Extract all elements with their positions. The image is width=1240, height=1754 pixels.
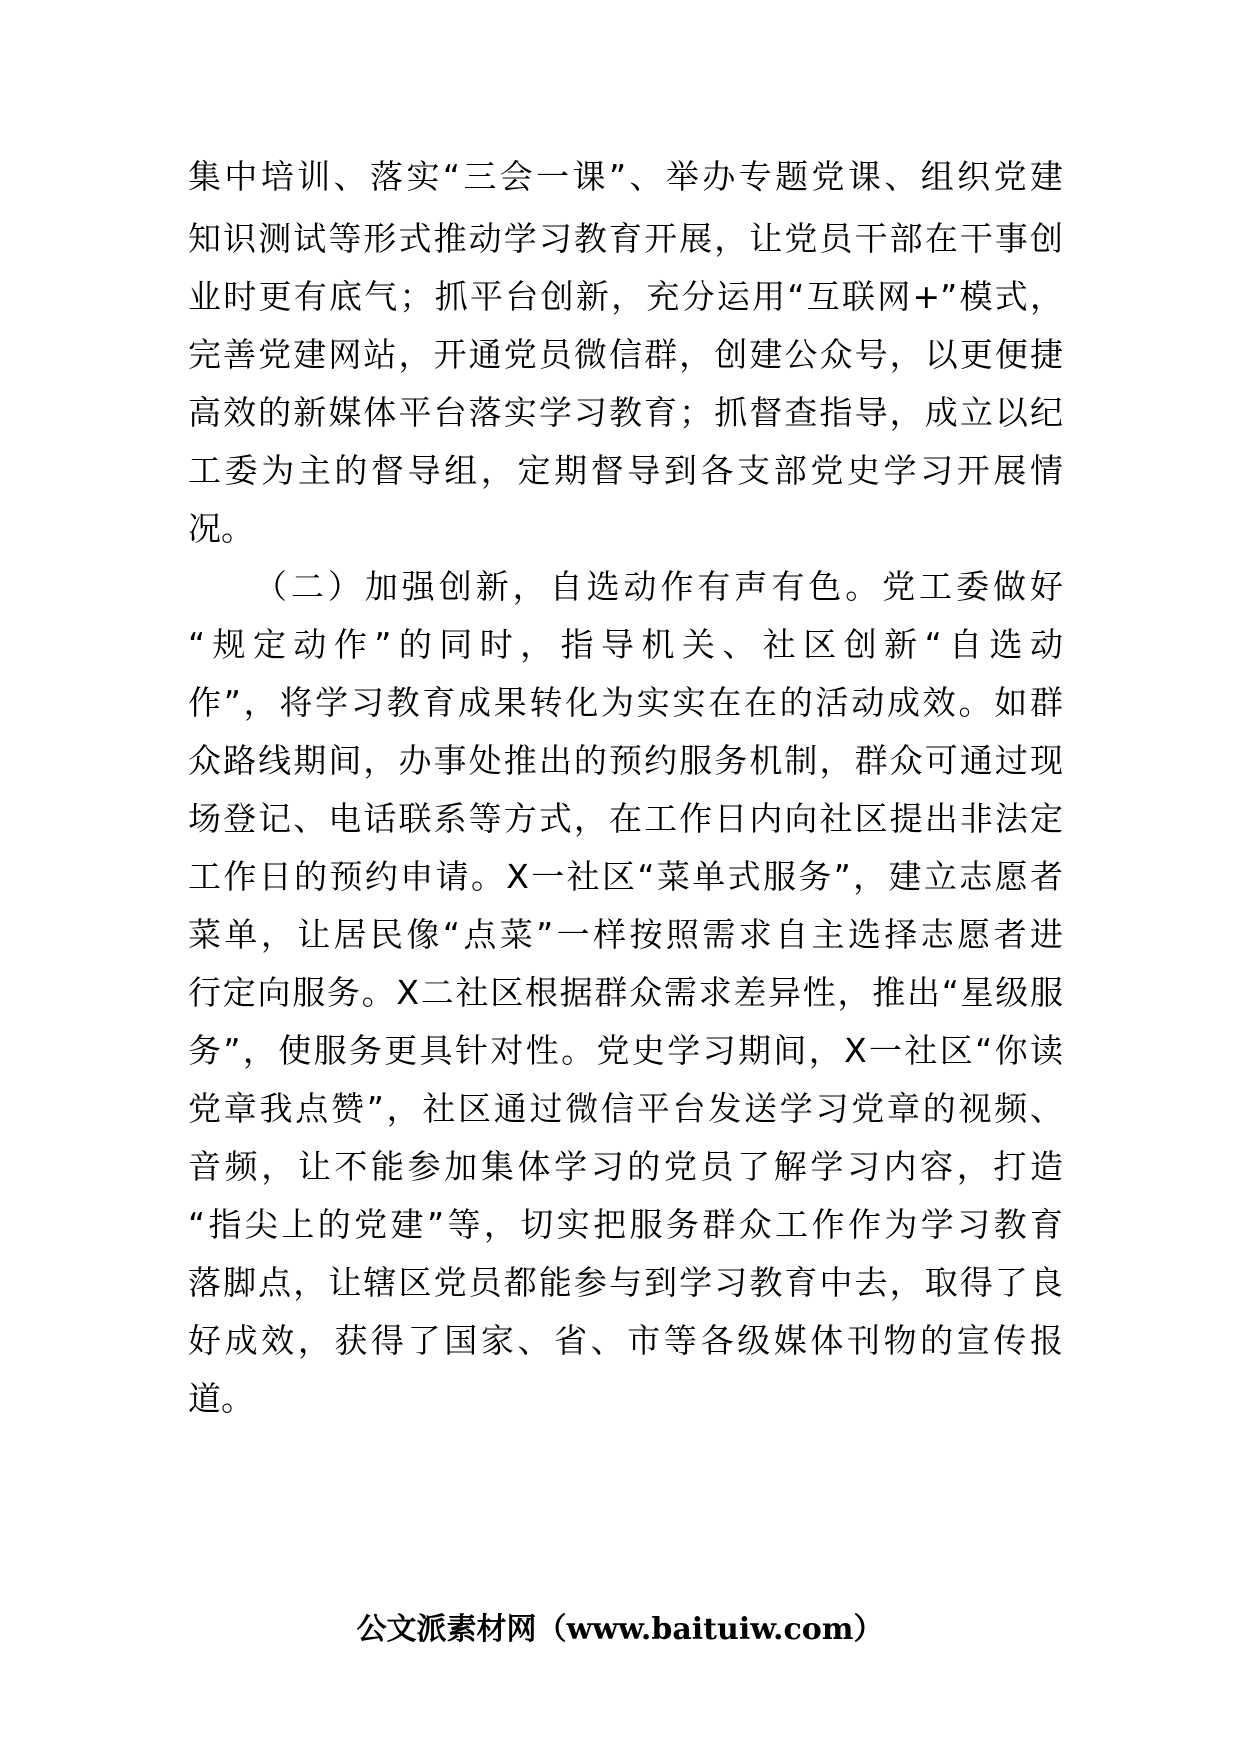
text-line: （二）加强创新，自选动作有声有色。党工委做好 bbox=[254, 567, 1063, 606]
text-line: 场登记、电话联系等方式，在工作日内向社区提出非法定 bbox=[188, 799, 1063, 838]
text-line: 道。 bbox=[188, 1379, 254, 1418]
text-line: 好成效，获得了国家、省、市等各级媒体刊物的宣传报 bbox=[188, 1321, 1063, 1360]
text-line: 音频，让不能参加集体学习的党员了解学习内容，打造 bbox=[188, 1147, 1063, 1186]
source-footer: 公文派素材网（www.baituiw.com） bbox=[356, 1612, 884, 1647]
text-line: “规定动作”的同时，指导机关、社区创新“自选动 bbox=[188, 625, 1063, 664]
text-line: 集中培训、落实“三会一课”、举办专题党课、组织党建 bbox=[188, 157, 1063, 196]
text-line: 务”，使服务更具针对性。党史学习期间，X一社区“你读 bbox=[188, 1031, 1063, 1070]
text-line: 况。 bbox=[188, 509, 254, 548]
text-line: 高效的新媒体平台落实学习教育；抓督查指导，成立以纪 bbox=[188, 393, 1063, 432]
text-line: 行定向服务。X二社区根据群众需求差异性，推出“星级服 bbox=[188, 973, 1063, 1012]
text-line: “指尖上的党建”等，切实把服务群众工作作为学习教育 bbox=[188, 1205, 1063, 1244]
text-line: 众路线期间，办事处推出的预约服务机制，群众可通过现 bbox=[188, 741, 1063, 780]
text-line: 作”，将学习教育成果转化为实实在在的活动成效。如群 bbox=[188, 683, 1063, 722]
text-line: 工委为主的督导组，定期督导到各支部党史学习开展情 bbox=[188, 451, 1063, 490]
text-line: 菜单，让居民像“点菜”一样按照需求自主选择志愿者进 bbox=[188, 915, 1063, 954]
text-line: 党章我点赞”，社区通过微信平台发送学习党章的视频、 bbox=[188, 1089, 1063, 1128]
text-line: 完善党建网站，开通党员微信群，创建公众号，以更便捷 bbox=[188, 335, 1063, 374]
text-line: 业时更有底气；抓平台创新，充分运用“互联网+”模式， bbox=[188, 277, 1063, 316]
text-line: 工作日的预约申请。X一社区“菜单式服务”，建立志愿者 bbox=[188, 857, 1063, 896]
text-line: 知识测试等形式推动学习教育开展，让党员干部在干事创 bbox=[188, 219, 1063, 258]
text-line: 落脚点，让辖区党员都能参与到学习教育中去，取得了良 bbox=[188, 1263, 1063, 1302]
